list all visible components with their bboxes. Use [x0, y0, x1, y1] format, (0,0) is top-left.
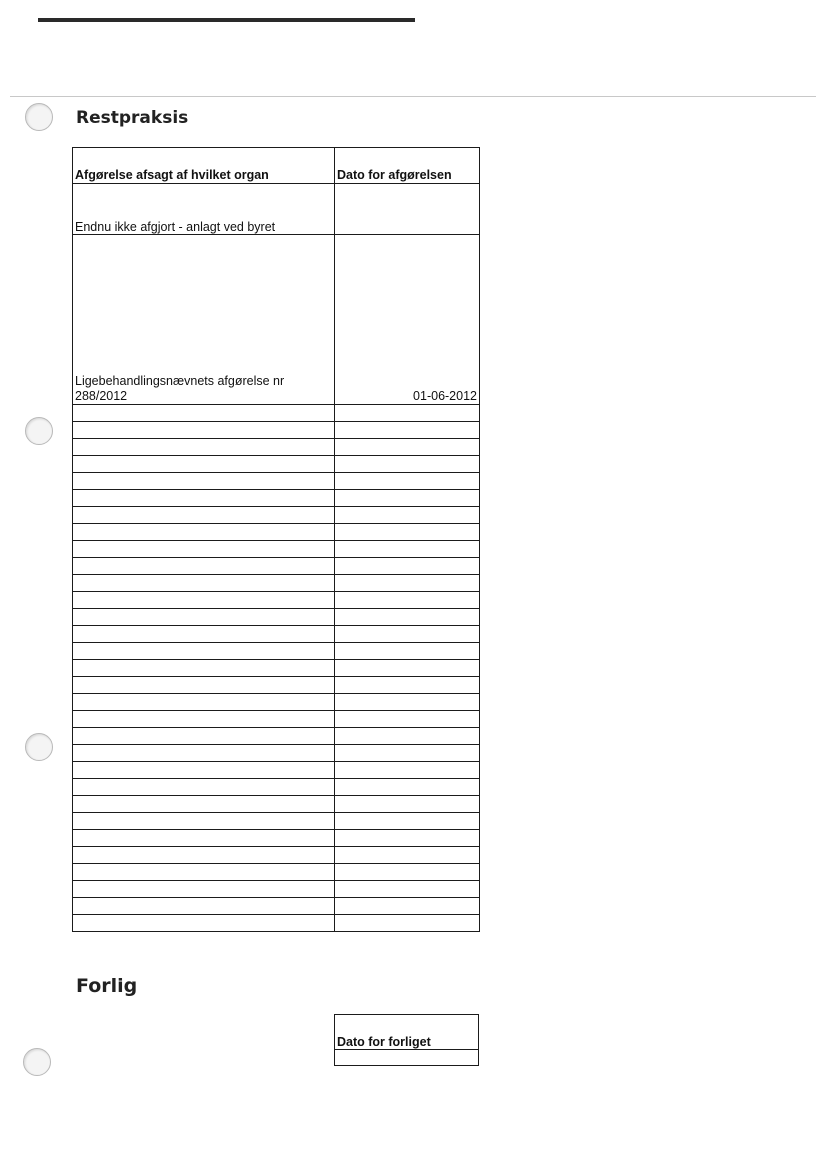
date-cell — [335, 779, 480, 796]
table-row — [73, 235, 480, 405]
date-cell — [335, 813, 480, 830]
date-cell — [335, 915, 480, 932]
table-row — [73, 881, 480, 898]
date-cell — [335, 643, 480, 660]
organ-cell — [73, 422, 335, 439]
organ-cell — [73, 677, 335, 694]
organ-cell: Ligebehandlingsnævnets afgørelse nr 288/2012 — [73, 235, 335, 405]
organ-cell — [73, 643, 335, 660]
restpraksis-heading: Restpraksis — [76, 108, 189, 128]
date-cell — [335, 864, 480, 881]
table-row — [73, 796, 480, 813]
date-cell — [335, 439, 480, 456]
date-cell — [335, 609, 480, 626]
table-row — [73, 643, 480, 660]
date-cell — [335, 507, 480, 524]
table-row — [73, 813, 480, 830]
date-cell — [335, 490, 480, 507]
table-row — [73, 626, 480, 643]
date-cell — [335, 422, 480, 439]
date-cell — [335, 558, 480, 575]
date-cell — [335, 745, 480, 762]
table-row — [73, 915, 480, 932]
table-header-row — [335, 1015, 479, 1050]
organ-cell — [73, 711, 335, 728]
organ-cell — [73, 898, 335, 915]
date-cell — [335, 762, 480, 779]
date-cell — [335, 898, 480, 915]
organ-cell — [73, 456, 335, 473]
table-row — [73, 830, 480, 847]
date-cell — [335, 677, 480, 694]
date-cell — [335, 184, 480, 235]
table-row — [73, 473, 480, 490]
organ-cell — [73, 660, 335, 677]
table-row — [73, 898, 480, 915]
table-row — [73, 779, 480, 796]
table-row — [73, 660, 480, 677]
table-row — [73, 490, 480, 507]
table-row — [73, 439, 480, 456]
date-cell — [335, 592, 480, 609]
punch-hole — [25, 733, 53, 761]
organ-cell — [73, 507, 335, 524]
date-cell — [335, 830, 480, 847]
date-cell — [335, 881, 480, 898]
forlig-heading: Forlig — [76, 975, 138, 997]
organ-cell — [73, 779, 335, 796]
organ-cell — [73, 915, 335, 932]
date-cell — [335, 711, 480, 728]
organ-cell — [73, 524, 335, 541]
punch-hole — [23, 1048, 51, 1076]
restpraksis-table — [72, 147, 480, 932]
organ-cell — [73, 405, 335, 422]
punch-hole — [25, 417, 53, 445]
organ-cell — [73, 864, 335, 881]
table-row — [73, 456, 480, 473]
date-cell — [335, 626, 480, 643]
column-header-organ: Afgørelse afsagt af hvilket organ — [73, 148, 335, 184]
organ-cell — [73, 541, 335, 558]
organ-cell — [73, 847, 335, 864]
date-cell — [335, 660, 480, 677]
page-divider — [10, 96, 816, 97]
date-cell — [335, 473, 480, 490]
table-header-row — [73, 148, 480, 184]
table-row — [73, 507, 480, 524]
organ-cell — [73, 609, 335, 626]
table-row — [73, 694, 480, 711]
table-row — [73, 745, 480, 762]
organ-cell — [73, 626, 335, 643]
organ-cell — [73, 813, 335, 830]
organ-cell — [73, 881, 335, 898]
table-row — [73, 575, 480, 592]
organ-cell — [73, 490, 335, 507]
table-row — [73, 405, 480, 422]
organ-cell — [73, 439, 335, 456]
table-row — [73, 524, 480, 541]
organ-cell — [73, 558, 335, 575]
organ-cell — [73, 592, 335, 609]
organ-cell — [73, 728, 335, 745]
table-row — [73, 184, 480, 235]
table-row — [73, 728, 480, 745]
table-row — [73, 541, 480, 558]
table-row — [73, 558, 480, 575]
date-cell — [335, 575, 480, 592]
organ-cell — [73, 830, 335, 847]
date-cell: 01-06-2012 — [335, 235, 480, 405]
date-cell — [335, 728, 480, 745]
scan-header-bar — [38, 18, 415, 22]
table-row — [73, 711, 480, 728]
table-row — [73, 864, 480, 881]
date-cell — [335, 847, 480, 864]
date-cell — [335, 405, 480, 422]
punch-hole — [25, 103, 53, 131]
table-row — [73, 422, 480, 439]
organ-cell — [73, 762, 335, 779]
organ-cell — [73, 473, 335, 490]
organ-cell — [73, 745, 335, 762]
table-row — [73, 592, 480, 609]
column-header-forlig-date: Dato for forliget — [335, 1015, 479, 1050]
date-cell — [335, 796, 480, 813]
organ-cell — [73, 575, 335, 592]
date-cell — [335, 524, 480, 541]
forlig-date-cell — [335, 1050, 479, 1066]
organ-cell — [73, 796, 335, 813]
table-row — [73, 847, 480, 864]
table-row — [335, 1050, 479, 1066]
table-row — [73, 609, 480, 626]
column-header-date: Dato for afgørelsen — [335, 148, 480, 184]
organ-cell: Endnu ikke afgjort - anlagt ved byret — [73, 184, 335, 235]
date-cell — [335, 694, 480, 711]
organ-cell — [73, 694, 335, 711]
date-cell — [335, 541, 480, 558]
forlig-table — [334, 1014, 479, 1066]
date-cell — [335, 456, 480, 473]
table-row — [73, 762, 480, 779]
table-row — [73, 677, 480, 694]
